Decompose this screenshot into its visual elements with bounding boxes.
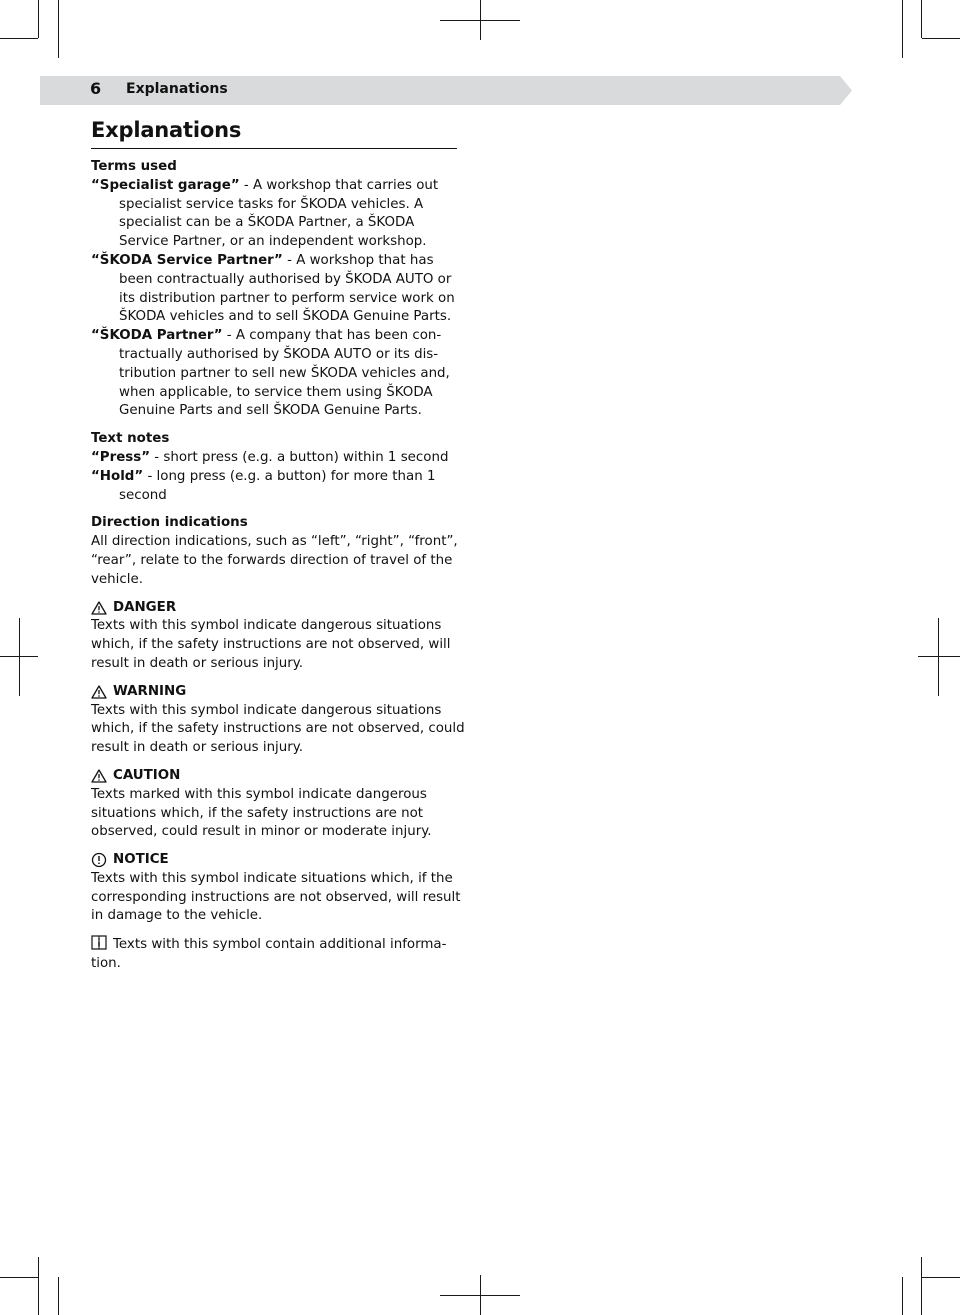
- warning-triangle-icon: [91, 685, 107, 699]
- notice-text: Texts marked with this symbol indicate dangerous situations which, if the safety instructions are not observed, could result in minor or moderate injury.: [91, 786, 432, 840]
- notice-label: DANGER: [113, 599, 177, 615]
- info-text: Texts with this symbol contain additional information.: [91, 937, 447, 972]
- page-number: 6: [90, 79, 102, 98]
- notice-label: WARNING: [113, 683, 187, 699]
- definition-term: “Press”: [91, 449, 151, 465]
- warning-triangle-icon: [91, 769, 107, 783]
- notice-text: Texts with this symbol indicate dangerous situations which, if the safety instructions are not observed, will result in death or serious injury.: [91, 618, 451, 671]
- info-note: [91, 935, 466, 974]
- title-divider: [91, 148, 457, 149]
- notice-heading: [91, 683, 466, 702]
- direction-heading: Direction indications: [91, 515, 248, 531]
- terms-heading: Terms used: [91, 159, 177, 174]
- warning-triangle-icon: [91, 601, 107, 615]
- notice-notice: [91, 851, 466, 926]
- notice-text: Texts with this symbol indicate dangerous situations which, if the safety instructions are not observed, could result in death or serious injury.: [91, 702, 465, 756]
- notice-text: Texts with this symbol indicate situations which, if the corresponding instructions are not observed, will result in damage to the vehicle.: [91, 870, 461, 924]
- notice-heading: [91, 599, 466, 618]
- definition-text: - A workshop that has been contractually authorised by ŠKODA AUTO or its distribution partner to perform service work on ŠKODA vehicles and to sell ŠKODA Genuine Parts.: [119, 252, 455, 325]
- main-content: [91, 158, 466, 974]
- notice-label: NOTICE: [113, 852, 169, 868]
- definition-item: [91, 449, 466, 468]
- notice-caution: [91, 767, 466, 842]
- definition-item: [91, 252, 466, 327]
- notice-circle-icon: [91, 852, 107, 868]
- notice-label: CAUTION: [113, 767, 181, 783]
- definition-term: “Hold”: [91, 468, 144, 484]
- definition-term: “ŠKODA Service Partner”: [91, 252, 283, 268]
- definition-text: - long press (e.g. a button) for more than 1 second: [119, 468, 436, 503]
- definition-text: - A company that has been contractually authorised by ŠKODA AUTO or its distribution partner to sell new ŠKODA vehicles and, when applicable, to service them using ŠKODA Genuine Parts and sell ŠKODA Genuine Parts.: [119, 328, 450, 419]
- text-notes-heading: Text notes: [91, 431, 170, 447]
- notice-heading: [91, 851, 466, 870]
- page-title: Explanations: [91, 118, 242, 142]
- definition-text: - short press (e.g. a button) within 1 second: [150, 449, 449, 465]
- definition-term: “Specialist garage”: [91, 177, 240, 193]
- definition-item: [91, 327, 466, 421]
- info-book-icon: [91, 935, 107, 950]
- definition-item: [91, 468, 466, 506]
- header-section-title: Explanations: [126, 81, 228, 97]
- notice-heading: [91, 767, 466, 786]
- notice-danger: [91, 599, 466, 674]
- notice-warning: [91, 683, 466, 758]
- definition-item: [91, 177, 466, 252]
- direction-text: All direction indications, such as “left”, “right”, “front”, “rear”, relate to the forwards direction of travel of the vehicle.: [91, 534, 458, 587]
- definition-text: - A workshop that carries out specialist service tasks for ŠKODA vehicles. A specialist can be a ŠKODA Partner, a ŠKODA Service Partner, or an independent workshop.: [119, 177, 439, 250]
- definition-term: “ŠKODA Partner”: [91, 328, 223, 344]
